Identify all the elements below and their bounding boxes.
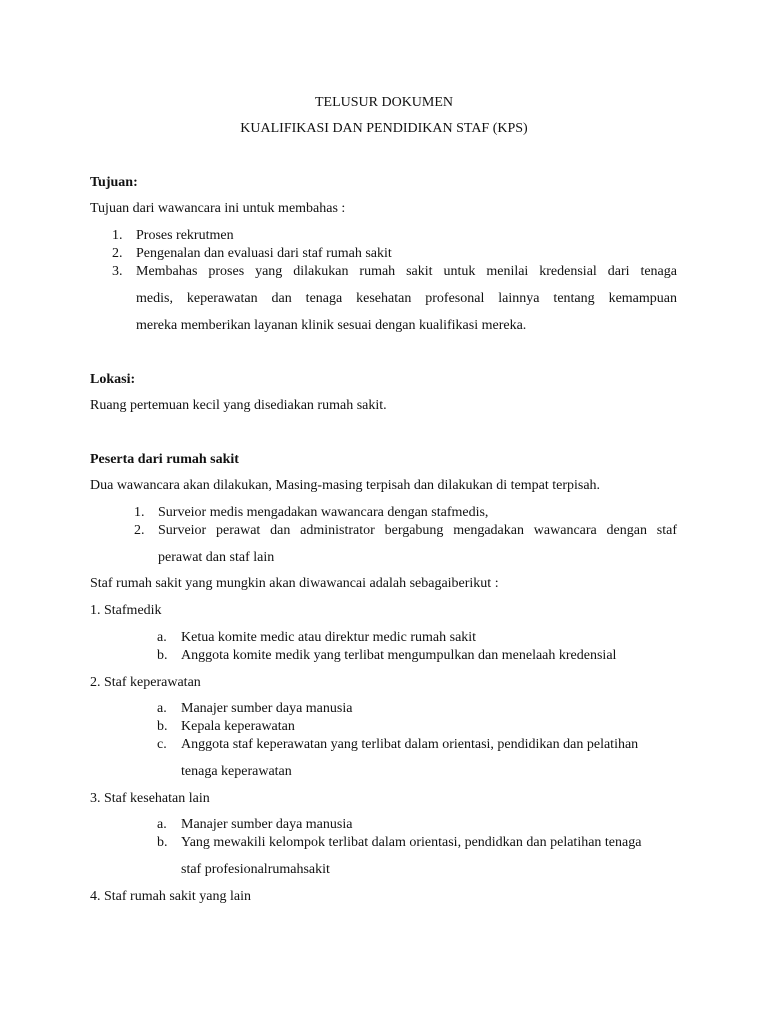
list-item-line: perawat dan staf lain [158, 550, 275, 565]
list-letter: b. [157, 719, 168, 734]
group-title: 1. Stafmedik [90, 603, 162, 618]
list-letter: b. [157, 835, 168, 850]
staff-intro: Staf rumah sakit yang mungkin akan diwawancai adalah sebagaiberikut : [90, 576, 499, 591]
list-letter: c. [157, 737, 167, 752]
list-number: 1. [112, 228, 123, 243]
lokasi-heading: Lokasi: [90, 372, 136, 387]
list-number: 2. [112, 246, 123, 261]
list-item: Anggota komite medik yang terlibat mengumpulkan dan menelaah kredensial [181, 648, 617, 663]
list-letter: a. [157, 701, 167, 716]
list-item: Manajer sumber daya manusia [181, 701, 353, 716]
group-title: 2. Staf keperawatan [90, 675, 201, 690]
list-number: 2. [134, 523, 145, 538]
list-item: Pengenalan dan evaluasi dari staf rumah sakit [136, 246, 392, 261]
tujuan-intro: Tujuan dari wawancara ini untuk membahas : [90, 201, 346, 216]
tujuan-heading: Tujuan: [90, 175, 138, 190]
list-item: Manajer sumber daya manusia [181, 817, 353, 832]
list-item-line: Surveior perawat dan administrator bergabung mengadakan wawancara dengan staf [158, 523, 677, 538]
list-item-line: medis, keperawatan dan tenaga kesehatan profesonal lainnya tentang kemampuan [136, 291, 677, 306]
list-item-line: Membahas proses yang dilakukan rumah sakit untuk menilai kredensial dari tenaga [136, 264, 677, 279]
list-item: Proses rekrutmen [136, 228, 234, 243]
list-letter: a. [157, 817, 167, 832]
list-letter: b. [157, 648, 168, 663]
peserta-intro: Dua wawancara akan dilakukan, Masing-masing terpisah dan dilakukan di tempat terpisah. [90, 478, 601, 493]
list-number: 1. [134, 505, 145, 520]
document-title: TELUSUR DOKUMEN [314, 95, 454, 110]
document-subtitle: KUALIFIKASI DAN PENDIDIKAN STAF (KPS) [240, 121, 528, 136]
list-item-line: mereka memberikan layanan klinik sesuai dengan kualifikasi mereka. [136, 318, 527, 333]
list-item: Ketua komite medic atau direktur medic rumah sakit [181, 630, 477, 645]
list-letter: a. [157, 630, 167, 645]
list-item: Surveior medis mengadakan wawancara dengan stafmedis, [158, 505, 489, 520]
group-title: 4. Staf rumah sakit yang lain [90, 889, 251, 904]
list-item-line: Anggota staf keperawatan yang terlibat dalam orientasi, pendidikan dan pelatihan [181, 737, 639, 752]
list-item-line: Yang mewakili kelompok terlibat dalam orientasi, pendidkan dan pelatihan tenaga [181, 835, 642, 850]
list-number: 3. [112, 264, 123, 279]
peserta-heading: Peserta dari rumah sakit [90, 452, 239, 467]
list-item: Kepala keperawatan [181, 719, 295, 734]
group-title: 3. Staf kesehatan lain [90, 791, 210, 806]
list-item-line: tenaga keperawatan [181, 764, 292, 779]
lokasi-text: Ruang pertemuan kecil yang disediakan rumah sakit. [90, 398, 387, 413]
list-item-line: staf profesionalrumahsakit [181, 862, 330, 877]
